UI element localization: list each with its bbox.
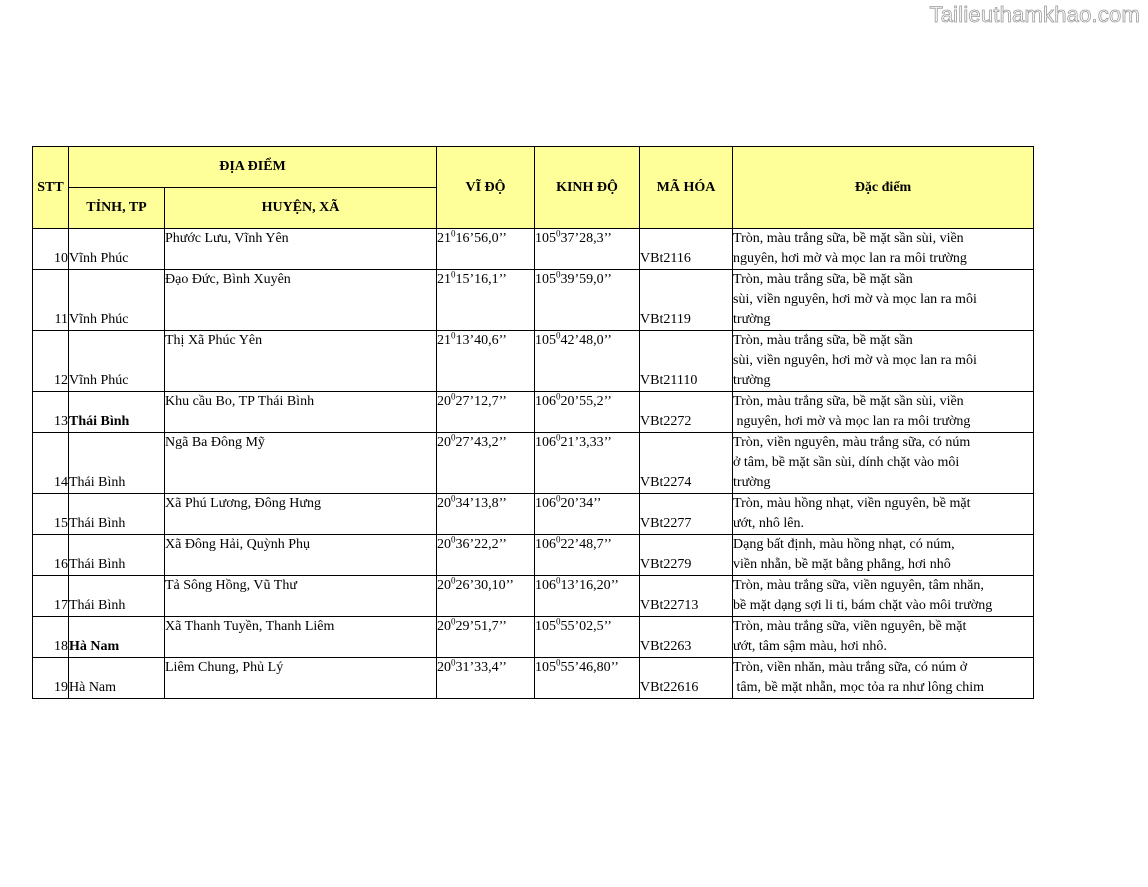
header-longitude: KINH ĐỘ — [535, 147, 640, 229]
degree-sign: 0 — [556, 269, 561, 280]
description-line: Tròn, màu trắng sữa, bề mặt sần sùi, viền — [733, 394, 964, 409]
table-body — [33, 229, 1034, 699]
row-longitude — [535, 494, 640, 535]
row-description — [733, 617, 1034, 658]
description-line: sùi, viền nguyên, hơi mờ và mọc lan ra môi — [733, 353, 977, 368]
row-province: Thái Bình — [69, 392, 165, 433]
lat-minutes-seconds: 34’13,8’’ — [455, 496, 507, 511]
degree-sign: 0 — [451, 228, 456, 239]
row-province: Thái Bình — [69, 535, 165, 576]
row-stt: 18 — [33, 617, 69, 658]
row-code: VBt2116 — [640, 229, 733, 270]
description-line: ướt, nhô lên. — [733, 516, 804, 531]
row-latitude — [437, 494, 535, 535]
header-district: HUYỆN, XÃ — [165, 188, 437, 229]
lat-minutes-seconds: 26’30,10’’ — [455, 578, 514, 593]
description-line: nguyên, hơi mờ và mọc lan ra môi trường — [733, 414, 971, 429]
row-longitude — [535, 270, 640, 331]
lat-minutes-seconds: 13’40,6’’ — [455, 333, 507, 348]
row-district: Thị Xã Phúc Yên — [165, 331, 437, 392]
row-district: Xã Thanh Tuyền, Thanh Liêm — [165, 617, 437, 658]
row-latitude — [437, 392, 535, 433]
degree-sign: 0 — [451, 575, 456, 586]
degree-sign: 0 — [451, 432, 456, 443]
degree-sign: 0 — [451, 330, 456, 341]
row-code: VBt2272 — [640, 392, 733, 433]
lat-minutes-seconds: 16’56,0’’ — [455, 231, 507, 246]
row-description — [733, 270, 1034, 331]
table-row — [33, 617, 1034, 658]
lat-degrees: 20 — [437, 619, 452, 634]
degree-sign: 0 — [556, 534, 561, 545]
row-latitude — [437, 535, 535, 576]
lat-degrees: 20 — [437, 578, 452, 593]
description-line: Tròn, viền nguyên, màu trắng sữa, có núm — [733, 435, 971, 450]
row-stt: 12 — [33, 331, 69, 392]
row-district: Khu cầu Bo, TP Thái Bình — [165, 392, 437, 433]
lon-minutes-seconds: 13’16,20’’ — [560, 578, 619, 593]
lon-degrees: 105 — [535, 333, 557, 348]
lat-degrees: 20 — [437, 435, 452, 450]
degree-sign: 0 — [556, 228, 561, 239]
row-province: Vĩnh Phúc — [69, 331, 165, 392]
lon-minutes-seconds: 39’59,0’’ — [560, 272, 612, 287]
row-code: VBt2274 — [640, 433, 733, 494]
degree-sign: 0 — [451, 269, 456, 280]
lon-degrees: 106 — [535, 578, 557, 593]
row-province: Hà Nam — [69, 617, 165, 658]
row-province: Thái Bình — [69, 433, 165, 494]
lon-minutes-seconds: 42’48,0’’ — [560, 333, 612, 348]
lon-degrees: 106 — [535, 394, 557, 409]
lat-degrees: 20 — [437, 660, 452, 675]
lat-degrees: 20 — [437, 496, 452, 511]
row-district: Xã Đông Hải, Quỳnh Phụ — [165, 535, 437, 576]
lat-degrees: 20 — [437, 394, 452, 409]
lon-minutes-seconds: 22’48,7’’ — [560, 537, 612, 552]
row-stt: 14 — [33, 433, 69, 494]
row-stt: 17 — [33, 576, 69, 617]
row-latitude — [437, 658, 535, 699]
description-line: Tròn, màu trắng sữa, viền nguyên, tâm nhăn, — [733, 578, 984, 593]
row-longitude — [535, 392, 640, 433]
header-code: MÃ HÓA — [640, 147, 733, 229]
row-description — [733, 331, 1034, 392]
row-code: VBt2263 — [640, 617, 733, 658]
description-line: Tròn, màu trắng sữa, viền nguyên, bề mặt — [733, 619, 967, 634]
table-row — [33, 270, 1034, 331]
lon-minutes-seconds: 21’3,33’’ — [560, 435, 612, 450]
description-line: ở tâm, bề mặt sần sùi, dính chặt vào môi — [733, 455, 960, 470]
row-latitude — [437, 270, 535, 331]
row-latitude — [437, 433, 535, 494]
table-row — [33, 494, 1034, 535]
watermark-text: Tailieuthamkhao.com — [929, 2, 1140, 27]
lon-minutes-seconds: 55’46,80’’ — [560, 660, 619, 675]
lat-degrees: 20 — [437, 537, 452, 552]
lon-minutes-seconds: 55’02,5’’ — [560, 619, 612, 634]
row-longitude — [535, 658, 640, 699]
description-line: Tròn, màu trắng sữa, bề mặt sần — [733, 272, 913, 287]
row-stt: 15 — [33, 494, 69, 535]
row-longitude — [535, 433, 640, 494]
lon-minutes-seconds: 20’34’’ — [560, 496, 602, 511]
table-row — [33, 331, 1034, 392]
degree-sign: 0 — [451, 493, 456, 504]
row-district: Đạo Đức, Bình Xuyên — [165, 270, 437, 331]
row-stt: 19 — [33, 658, 69, 699]
header-latitude: VĨ ĐỘ — [437, 147, 535, 229]
row-stt: 11 — [33, 270, 69, 331]
description-line: bề mặt dạng sợi li ti, bám chặt vào môi trường — [733, 598, 993, 613]
lat-degrees: 21 — [437, 231, 452, 246]
row-province: Hà Nam — [69, 658, 165, 699]
row-longitude — [535, 535, 640, 576]
row-stt: 13 — [33, 392, 69, 433]
row-longitude — [535, 331, 640, 392]
description-line: nguyên, hơi mờ và mọc lan ra môi trường — [733, 251, 967, 266]
row-description — [733, 576, 1034, 617]
description-line: trường — [733, 373, 771, 388]
header-location: ĐỊA ĐIỂM — [69, 147, 437, 188]
table-row — [33, 433, 1034, 494]
description-line: Dạng bất định, màu hồng nhạt, có núm, — [733, 537, 955, 552]
row-longitude — [535, 229, 640, 270]
degree-sign: 0 — [451, 616, 456, 627]
description-line: tâm, bề mặt nhẵn, mọc tỏa ra như lông chim — [733, 680, 984, 695]
row-district: Liêm Chung, Phủ Lý — [165, 658, 437, 699]
table-row — [33, 576, 1034, 617]
row-district: Phước Lưu, Vĩnh Yên — [165, 229, 437, 270]
row-description — [733, 229, 1034, 270]
lat-degrees: 21 — [437, 272, 452, 287]
degree-sign: 0 — [451, 657, 456, 668]
row-province: Thái Bình — [69, 576, 165, 617]
row-code: VBt2279 — [640, 535, 733, 576]
description-line: viền nhẵn, bề mặt bằng phẳng, hơi nhô — [733, 557, 951, 572]
description-line: Tròn, viền nhăn, màu trắng sữa, có núm ở — [733, 660, 968, 675]
description-line: Tròn, màu trắng sữa, bề mặt sần sùi, viền — [733, 231, 964, 246]
lat-minutes-seconds: 27’12,7’’ — [455, 394, 507, 409]
row-code: VBt2277 — [640, 494, 733, 535]
degree-sign: 0 — [556, 391, 561, 402]
row-longitude — [535, 576, 640, 617]
lon-degrees: 105 — [535, 619, 557, 634]
degree-sign: 0 — [556, 657, 561, 668]
description-line: trường — [733, 312, 771, 327]
lon-degrees: 105 — [535, 272, 557, 287]
row-province: Thái Bình — [69, 494, 165, 535]
lon-degrees: 106 — [535, 435, 557, 450]
row-district: Xã Phú Lương, Đông Hưng — [165, 494, 437, 535]
lon-degrees: 105 — [535, 231, 557, 246]
lon-degrees: 106 — [535, 537, 557, 552]
description-line: ướt, tâm sậm màu, hơi nhô. — [733, 639, 887, 654]
description-line: sùi, viền nguyên, hơi mờ và mọc lan ra môi — [733, 292, 977, 307]
row-description — [733, 494, 1034, 535]
row-province: Vĩnh Phúc — [69, 229, 165, 270]
row-code: VBt21110 — [640, 331, 733, 392]
description-line: trường — [733, 475, 771, 490]
lat-minutes-seconds: 15’16,1’’ — [455, 272, 507, 287]
table-row — [33, 658, 1034, 699]
row-district: Tả Sông Hồng, Vũ Thư — [165, 576, 437, 617]
row-description — [733, 535, 1034, 576]
header-stt: STT — [33, 147, 69, 229]
row-longitude — [535, 617, 640, 658]
row-province: Vĩnh Phúc — [69, 270, 165, 331]
row-stt: 10 — [33, 229, 69, 270]
lat-minutes-seconds: 29’51,7’’ — [455, 619, 507, 634]
description-line: Tròn, màu hồng nhạt, viền nguyên, bề mặt — [733, 496, 971, 511]
table-row — [33, 229, 1034, 270]
row-description — [733, 658, 1034, 699]
row-latitude — [437, 331, 535, 392]
degree-sign: 0 — [451, 391, 456, 402]
row-code: VBt2119 — [640, 270, 733, 331]
row-code: VBt22616 — [640, 658, 733, 699]
lat-minutes-seconds: 36’22,2’’ — [455, 537, 507, 552]
row-description — [733, 433, 1034, 494]
degree-sign: 0 — [451, 534, 456, 545]
degree-sign: 0 — [556, 330, 561, 341]
table-row — [33, 535, 1034, 576]
table-row — [33, 392, 1034, 433]
lon-degrees: 105 — [535, 660, 557, 675]
degree-sign: 0 — [556, 493, 561, 504]
row-stt: 16 — [33, 535, 69, 576]
row-district: Ngã Ba Đông Mỹ — [165, 433, 437, 494]
lon-minutes-seconds: 20’55,2’’ — [560, 394, 612, 409]
lat-degrees: 21 — [437, 333, 452, 348]
degree-sign: 0 — [556, 575, 561, 586]
data-table — [32, 146, 1034, 699]
row-latitude — [437, 229, 535, 270]
row-latitude — [437, 617, 535, 658]
row-latitude — [437, 576, 535, 617]
lat-minutes-seconds: 31’33,4’’ — [455, 660, 507, 675]
lon-degrees: 106 — [535, 496, 557, 511]
header-province: TỈNH, TP — [69, 188, 165, 229]
row-code: VBt22713 — [640, 576, 733, 617]
lat-minutes-seconds: 27’43,2’’ — [455, 435, 507, 450]
header-features: Đặc điểm — [733, 147, 1034, 229]
degree-sign: 0 — [556, 616, 561, 627]
description-line: Tròn, màu trắng sữa, bề mặt sần — [733, 333, 913, 348]
lon-minutes-seconds: 37’28,3’’ — [560, 231, 612, 246]
row-description — [733, 392, 1034, 433]
degree-sign: 0 — [556, 432, 561, 443]
